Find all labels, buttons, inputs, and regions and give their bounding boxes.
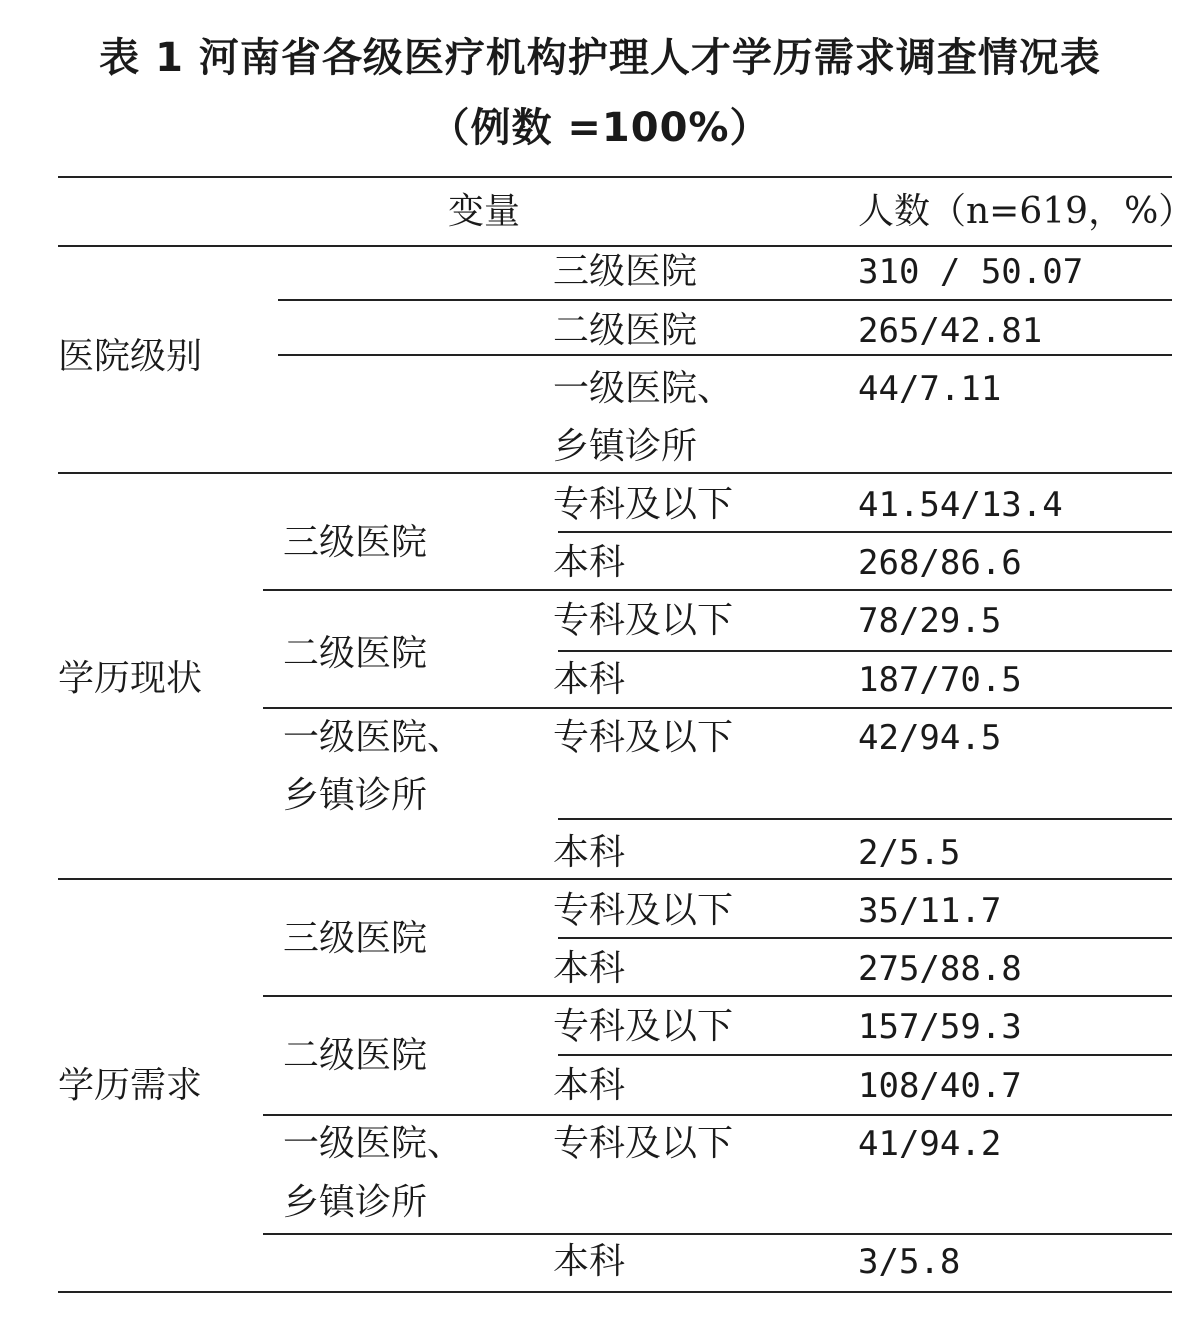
value-cell: 268/86.6	[858, 543, 1022, 583]
edu-label: 本科	[553, 832, 626, 873]
edu-label: 本科	[553, 659, 626, 700]
table-bottom-rule	[58, 1291, 1172, 1293]
edu-label: 本科	[553, 948, 626, 989]
hospital-label-cont: 乡镇诊所	[283, 775, 428, 816]
table-title: 表 1 河南省各级医疗机构护理人才学历需求调查情况表	[99, 35, 1101, 81]
row-divider	[263, 995, 1172, 997]
level-label: 三级医院	[553, 251, 698, 292]
edu-label: 专科及以下	[553, 484, 734, 525]
level-label-cont: 乡镇诊所	[553, 426, 698, 467]
table-top-rule	[58, 176, 1172, 178]
edu-label: 本科	[553, 542, 626, 583]
category-label: 学历现状	[58, 658, 203, 699]
header-count: 人数（n=619，%）	[858, 191, 1195, 232]
row-divider	[558, 818, 1172, 820]
level-label: 二级医院	[553, 310, 698, 351]
header-variable: 变量	[448, 191, 521, 232]
edu-label: 专科及以下	[553, 890, 734, 931]
value-cell: 44/7.11	[858, 369, 1002, 409]
edu-label: 专科及以下	[553, 1123, 734, 1164]
value-cell: 78/29.5	[858, 601, 1002, 641]
edu-label: 专科及以下	[553, 1006, 734, 1047]
hospital-label: 三级医院	[283, 918, 428, 959]
value-cell: 310 / 50.07	[858, 252, 1084, 292]
edu-label: 专科及以下	[553, 600, 734, 641]
value-cell: 187/70.5	[858, 660, 1022, 700]
row-divider	[263, 589, 1172, 591]
row-divider	[263, 1233, 1172, 1235]
value-cell: 3/5.8	[858, 1242, 961, 1282]
edu-label: 本科	[553, 1065, 626, 1106]
value-cell: 2/5.5	[858, 833, 961, 873]
category-label: 学历需求	[58, 1065, 203, 1106]
value-cell: 157/59.3	[858, 1007, 1022, 1047]
table-subtitle: （例数 =100%）	[429, 105, 771, 151]
value-cell: 275/88.8	[858, 949, 1022, 989]
hospital-label: 一级医院、	[283, 717, 464, 758]
value-cell: 42/94.5	[858, 718, 1002, 758]
value-cell: 108/40.7	[858, 1066, 1022, 1106]
edu-label: 本科	[553, 1241, 626, 1282]
hospital-label: 一级医院、	[283, 1123, 464, 1164]
hospital-label: 三级医院	[283, 522, 428, 563]
value-cell: 265/42.81	[858, 311, 1043, 351]
value-cell: 41.54/13.4	[858, 485, 1063, 525]
edu-label: 专科及以下	[553, 717, 734, 758]
hospital-label: 二级医院	[283, 1035, 428, 1076]
value-cell: 35/11.7	[858, 891, 1002, 931]
category-label: 医院级别	[58, 336, 203, 377]
hospital-label: 二级医院	[283, 633, 428, 674]
level-label: 一级医院、	[553, 368, 734, 409]
value-cell: 41/94.2	[858, 1124, 1002, 1164]
hospital-label-cont: 乡镇诊所	[283, 1182, 428, 1223]
